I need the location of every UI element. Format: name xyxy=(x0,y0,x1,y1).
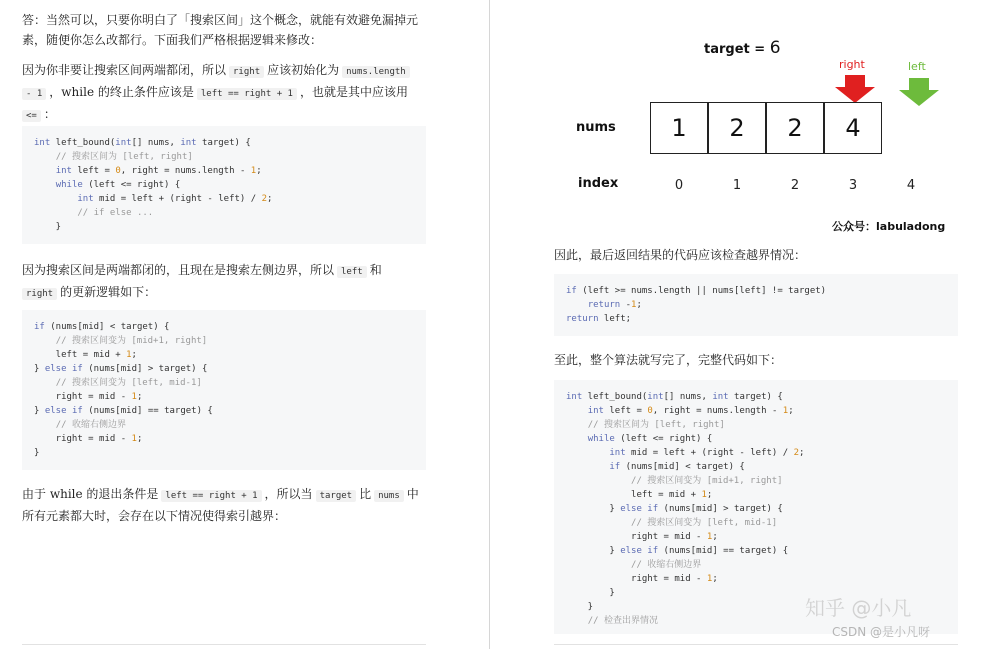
code-line: int left_bound(int[] nums, int target) { xyxy=(566,392,783,402)
target-label-text: target = xyxy=(704,42,766,57)
index-label: 2 xyxy=(790,178,800,193)
text: 由于 while 的退出条件是 xyxy=(22,487,159,501)
code-line: right = mid - 1; xyxy=(34,434,143,444)
code-line: } else if (nums[mid] == target) { xyxy=(34,406,213,416)
index-row-label: index xyxy=(578,176,619,191)
text: 和 xyxy=(369,263,382,277)
inline-code: - 1 xyxy=(22,88,46,100)
array-diagram xyxy=(552,30,962,235)
page-divider xyxy=(489,0,490,649)
code-line: int left = 0, right = nums.length - 1; xyxy=(55,166,262,176)
code-line: } xyxy=(34,448,40,458)
code-line: } else if (nums[mid] == target) { xyxy=(566,546,789,556)
text: 中 xyxy=(406,487,419,501)
text: 因为搜索区间是两端都闭的，且现在是搜索左侧边界，所以 xyxy=(22,263,335,277)
inline-code: left xyxy=(337,266,367,278)
code-line: while (left <= right) { xyxy=(587,434,713,444)
left-arrow-icon xyxy=(899,78,943,106)
array-cell: 2 xyxy=(766,102,824,154)
intro-paragraph xyxy=(22,10,467,50)
code-line: int mid = left + (right - left) / 2; xyxy=(77,194,273,204)
code-line: // 搜索区间为 [left, right] xyxy=(55,152,193,162)
code-line: // 收缩右侧边界 xyxy=(55,420,126,430)
code-line: if (left >= nums.length || nums[left] != target) xyxy=(566,286,827,296)
code-line: right = mid - 1; xyxy=(566,532,718,542)
target-value: 6 xyxy=(769,38,781,58)
right-arrow-icon xyxy=(835,75,879,103)
code-line: } else if (nums[mid] > target) { xyxy=(566,504,783,514)
update-logic-paragraph xyxy=(22,260,467,304)
index-label: 1 xyxy=(732,178,742,193)
text: 应该初始化为 xyxy=(267,63,340,77)
inline-code: left == right + 1 xyxy=(197,88,297,100)
out-of-bounds-paragraph xyxy=(22,484,467,526)
inline-code: left == right + 1 xyxy=(161,490,261,502)
inline-code: <= xyxy=(22,110,41,122)
index-label: 0 xyxy=(674,178,684,193)
code-line: } else if (nums[mid] > target) { xyxy=(34,364,208,374)
bounds-check-paragraph: 因此，最后返回结果的代码应该检查越界情况： xyxy=(554,248,807,262)
inline-code: nums xyxy=(374,490,404,502)
code-line: int mid = left + (right - left) / 2; xyxy=(609,448,805,458)
index-label: 4 xyxy=(906,178,916,193)
code-line: // 收缩右侧边界 xyxy=(631,560,702,570)
code-line: left = mid + 1; xyxy=(566,490,713,500)
code-block-bounds-check xyxy=(554,274,958,336)
code-line: return -1; xyxy=(587,300,642,310)
code-line: } xyxy=(566,602,594,612)
code-line: } xyxy=(34,222,62,232)
code-block-init xyxy=(22,126,426,244)
complete-code-paragraph: 至此，整个算法就写完了，完整代码如下： xyxy=(554,353,783,367)
code-line: int left = 0, right = nums.length - 1; xyxy=(587,406,794,416)
text: 的更新逻辑如下： xyxy=(60,285,157,299)
code-line: // 搜索区间为 [left, right] xyxy=(587,420,725,430)
inline-code: right xyxy=(22,288,57,300)
code-line: right = mid - 1; xyxy=(34,392,143,402)
code-block-update xyxy=(22,310,426,470)
array-cell: 4 xyxy=(824,102,882,154)
text: ： xyxy=(43,107,56,121)
array-cell: 1 xyxy=(650,102,708,154)
text: ，while 的终止条件应该是 xyxy=(49,85,194,99)
intro-line-1: 答：当然可以，只要你明白了「搜索区间」这个概念，就能有效避免漏掉元 xyxy=(22,13,419,27)
zhihu-watermark: 知乎 @小凡 xyxy=(805,596,912,620)
code-line: // 检查出界情况 xyxy=(587,616,658,626)
code-line: right = mid - 1; xyxy=(566,574,718,584)
code-line: // 搜索区间变为 [mid+1, right] xyxy=(55,336,208,346)
code-line: } xyxy=(566,588,615,598)
nums-row-label: nums xyxy=(576,120,616,135)
index-label: 3 xyxy=(848,178,858,193)
right-page xyxy=(492,0,989,649)
csdn-watermark: CSDN @是小凡呀 xyxy=(832,625,931,639)
target-label xyxy=(704,38,781,58)
closed-interval-paragraph xyxy=(22,60,467,126)
inline-code: right xyxy=(229,66,264,78)
text: 比 xyxy=(359,487,372,501)
intro-line-2: 素，随便你怎么改都行。下面我们严格根据逻辑来修改： xyxy=(22,33,323,47)
code-line: // if else ... xyxy=(77,208,154,218)
code-line: int left_bound(int[] nums, int target) { xyxy=(34,138,251,148)
array-cell: 2 xyxy=(708,102,766,154)
code-line: // 搜索区间变为 [left, mid-1] xyxy=(631,518,778,528)
text: 因为你非要让搜索区间两端都闭，所以 xyxy=(22,63,227,77)
code-line: left = mid + 1; xyxy=(34,350,137,360)
text: 所有元素都大时，会存在以下情况使得索引越界： xyxy=(22,509,287,523)
left-pointer-label: left xyxy=(908,60,926,73)
text: ，所以当 xyxy=(264,487,313,501)
right-pointer-label: right xyxy=(839,58,865,71)
page-bottom-rule xyxy=(22,644,426,645)
page-bottom-rule xyxy=(554,644,958,645)
inline-code: target xyxy=(316,490,357,502)
inline-code: nums.length xyxy=(342,66,410,78)
figure-credit: 公众号：labuladong xyxy=(832,220,946,233)
code-line: while (left <= right) { xyxy=(55,180,181,190)
code-line: if (nums[mid] < target) { xyxy=(34,322,170,332)
text: ，也就是其中应该用 xyxy=(299,85,408,99)
code-line: // 搜索区间变为 [mid+1, right] xyxy=(631,476,783,486)
code-line: if (nums[mid] < target) { xyxy=(609,462,745,472)
left-page xyxy=(0,0,488,649)
code-line: return left; xyxy=(566,314,632,324)
code-line: // 搜索区间变为 [left, mid-1] xyxy=(55,378,202,388)
